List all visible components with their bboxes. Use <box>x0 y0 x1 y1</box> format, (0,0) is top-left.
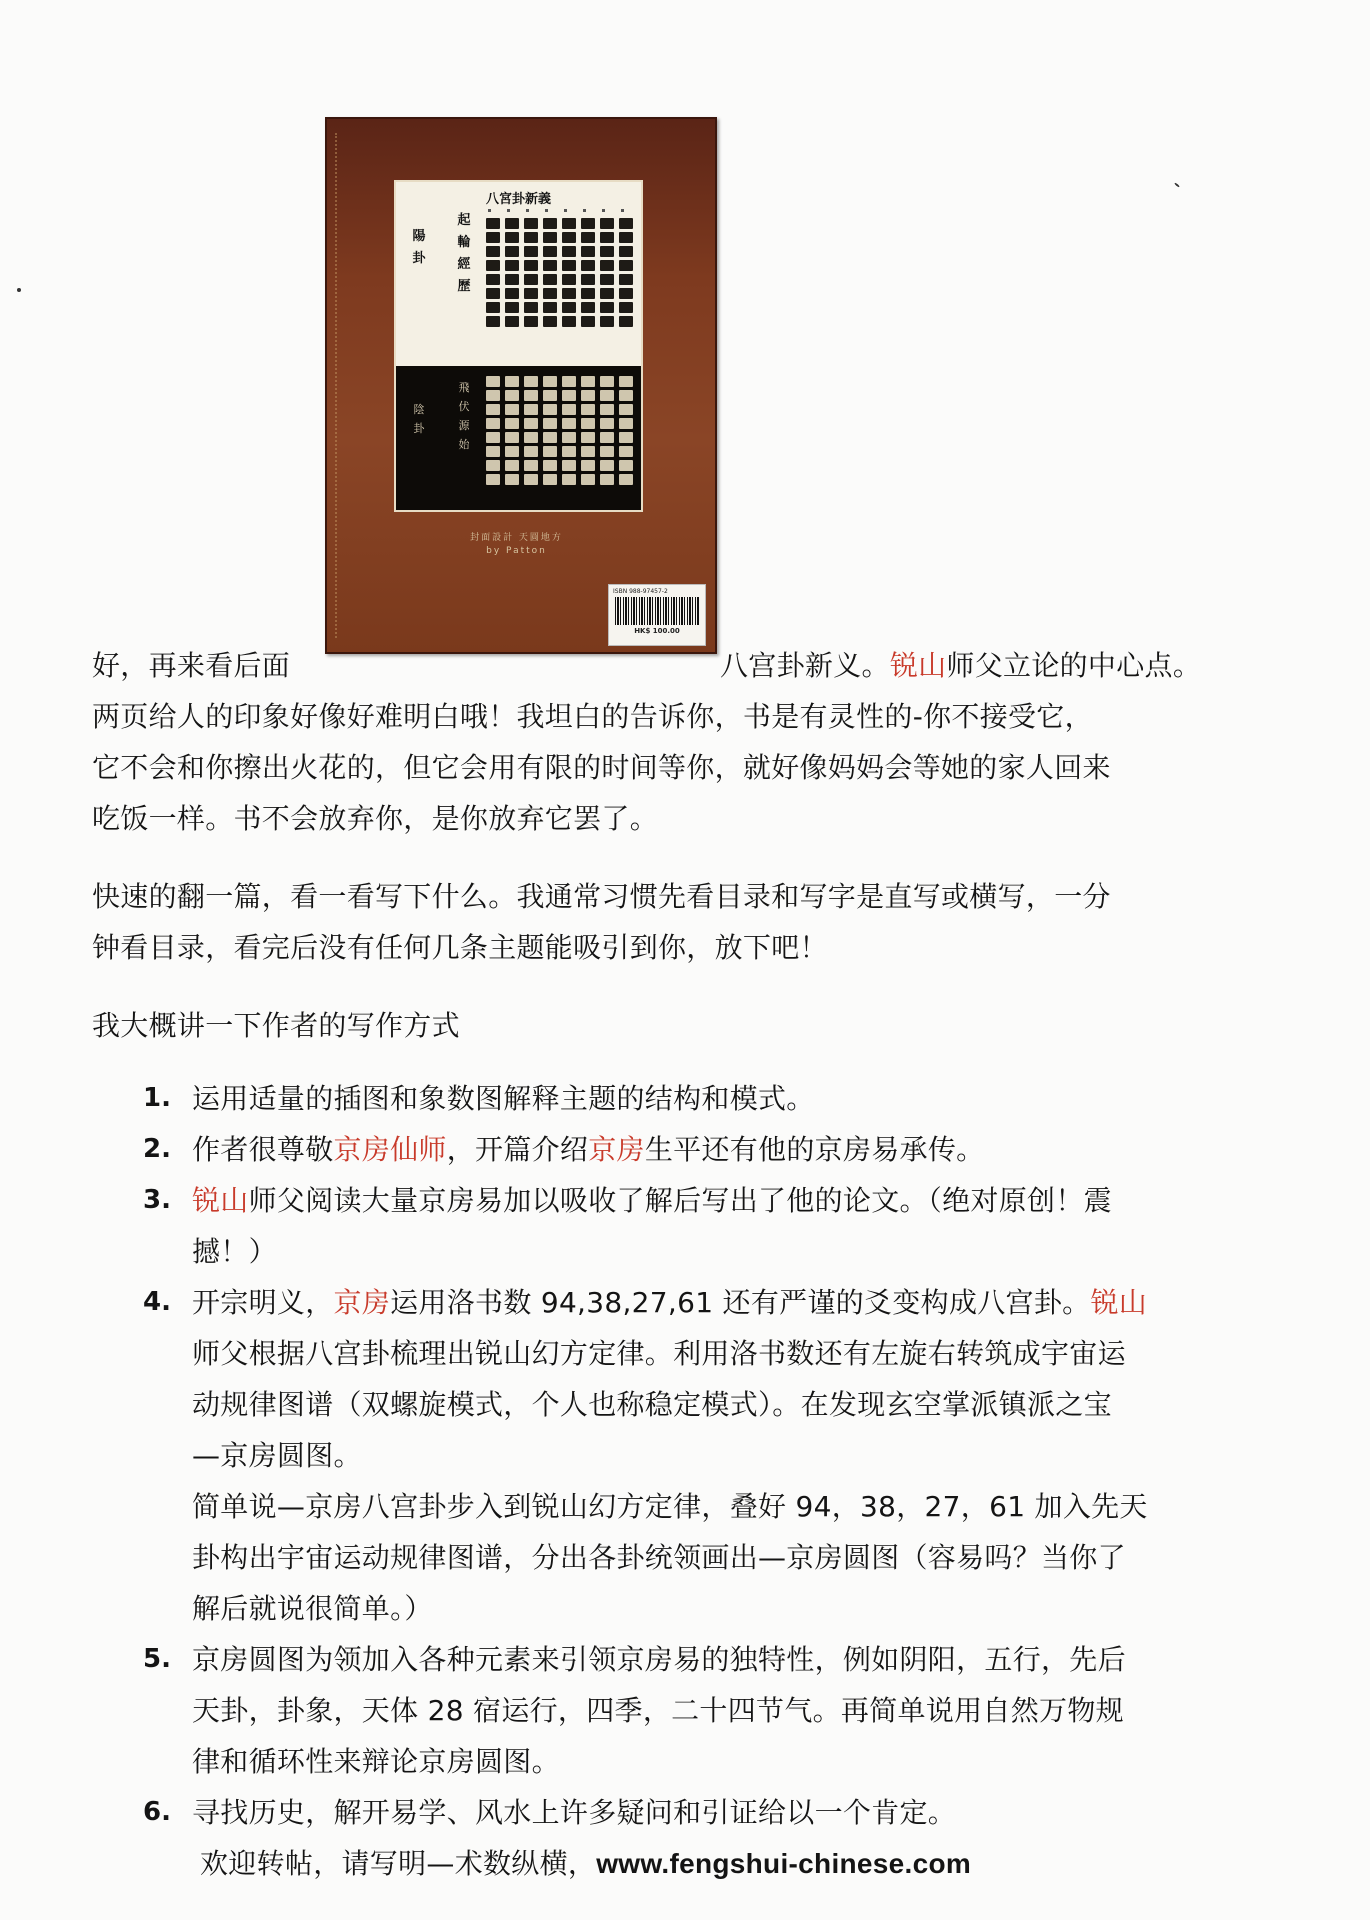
cover-yang-hexagram-grid <box>486 218 633 327</box>
para1-line1-right <box>720 642 1201 689</box>
book-cover-image <box>325 117 717 654</box>
cover-title: 八宮卦新義 <box>485 192 551 207</box>
item3-text-a: 师父阅读大量京房易加以吸收了解后写出了他的论文。（绝对原创！震 <box>248 1184 1112 1217</box>
para2-line1: 快速的翻一篇，看一看写下什么。我通常习惯先看目录和写字是直写或横写，一分 <box>92 880 1111 913</box>
name-ruishan: 锐山 <box>889 649 947 682</box>
cover-yin-hexagram-grid <box>486 376 633 485</box>
para1-line1-tail: 师父立论的中心点。 <box>946 649 1202 682</box>
scan-speck <box>17 288 21 292</box>
para1-line3: 它不会和你擦出火花的，但它会用有限的时间等你，就好像妈妈会等她的家人回来 <box>92 751 1111 784</box>
para1-line4: 吃饭一样。书不会放弃你，是你放弃它罢了。 <box>92 802 659 835</box>
cover-trigram-names-row <box>488 209 628 212</box>
list-number-6: 6. <box>143 1797 171 1827</box>
name-ruishan: 锐山 <box>192 1184 249 1217</box>
list-number-4: 4. <box>143 1287 171 1317</box>
name-jingfang: 京房 <box>333 1286 391 1319</box>
list-item-5-line1: 京房圆图为领加入各种元素来引领京房易的独特性，例如阴阳，五行，先后 <box>192 1643 1126 1676</box>
name-ruishan: 锐山 <box>1090 1286 1148 1319</box>
cover-barcode <box>608 584 706 646</box>
book-title-ref: 八宫卦新义。 <box>720 649 890 682</box>
footer-repost-note <box>200 1840 971 1887</box>
list-item-6: 寻找历史，解开易学、风水上许多疑问和引证给以一个肯定。 <box>192 1796 957 1829</box>
list-item-3-line1 <box>192 1177 1112 1224</box>
list-item-5-line3: 律和循环性来辩论京房圆图。 <box>192 1745 560 1778</box>
cover-label-qilun: 起輪經歷 <box>457 213 471 294</box>
list-number-5: 5. <box>143 1644 171 1674</box>
para3: 我大概讲一下作者的写作方式 <box>92 1009 460 1042</box>
item2-text-a: 作者很尊敬 <box>192 1133 334 1166</box>
name-jingfang: 京房 <box>588 1133 645 1166</box>
item4-text-b: 运用洛书数 94,38,27,61 还有严谨的爻变构成八宫卦。 <box>390 1286 1091 1319</box>
footer-url-link[interactable]: www.fengshui-chinese.com <box>596 1848 972 1879</box>
list-number-1: 1. <box>143 1083 171 1113</box>
name-jingfang-xianshi: 京房仙师 <box>333 1133 447 1166</box>
cover-binding-stitch <box>335 133 341 638</box>
list-item-4-line3: 动规律图谱（双螺旋模式，个人也称稳定模式）。在发现玄空掌派镇派之宝 <box>192 1388 1112 1421</box>
list-number-2: 2. <box>143 1134 171 1164</box>
scan-speck <box>1174 182 1180 187</box>
barcode-bars <box>615 597 699 625</box>
list-item-4-line5: 简单说—京房八宫卦步入到锐山幻方定律，叠好 94，38，27，61 加入先天 <box>192 1490 1148 1523</box>
cover-credit <box>394 532 639 558</box>
para1-line2: 两页给人的印象好像好难明白哦！我坦白的告诉你，书是有灵性的-你不接受它， <box>92 700 1093 733</box>
cover-label-yang: 陽卦 <box>412 229 426 266</box>
list-item-4-line7: 解后就说很简单。） <box>192 1592 433 1625</box>
item4-text-a: 开宗明义， <box>192 1286 334 1319</box>
footer-prefix: 欢迎转帖，请写明—术数纵横， <box>200 1847 597 1880</box>
cover-label-yin: 陰卦 <box>413 403 425 435</box>
list-item-1: 运用适量的插图和象数图解释主题的结构和模式。 <box>192 1082 815 1115</box>
list-item-3-line2: 撼！） <box>192 1235 277 1268</box>
item2-text-c: 生平还有他的京房易承传。 <box>644 1133 985 1166</box>
item2-text-b: ，开篇介绍 <box>446 1133 589 1166</box>
cover-price: HK$ 100.00 <box>634 627 680 635</box>
list-item-4-line6: 卦构出宇宙运动规律图谱，分出各卦统领画出—京房圆图（容易吗？当你了 <box>192 1541 1126 1574</box>
cover-credit-line1: 封面設計 天圓地方 <box>470 533 563 543</box>
list-item-4-line2: 师父根据八宫卦梳理出锐山幻方定律。利用洛书数还有左旋右转筑成宇宙运 <box>192 1337 1126 1370</box>
para1-line1-left: 好，再来看后面 <box>92 649 291 682</box>
cover-credit-line2: by Patton <box>486 546 547 556</box>
list-item-2 <box>192 1126 984 1173</box>
cover-hexagram-panel <box>394 180 643 512</box>
cover-label-feifu: 飛伏源始 <box>458 381 470 451</box>
list-number-3: 3. <box>143 1185 171 1215</box>
para2-line2: 钟看目录，看完后没有任何几条主题能吸引到你，放下吧！ <box>92 931 828 964</box>
cover-isbn: ISBN 988-97457-2 <box>613 588 668 595</box>
list-item-4-line1 <box>192 1279 1147 1326</box>
list-item-5-line2: 天卦，卦象，天体 28 宿运行，四季，二十四节气。再简单说用自然万物规 <box>192 1694 1124 1727</box>
list-item-4-line4: —京房圆图。 <box>192 1439 362 1472</box>
